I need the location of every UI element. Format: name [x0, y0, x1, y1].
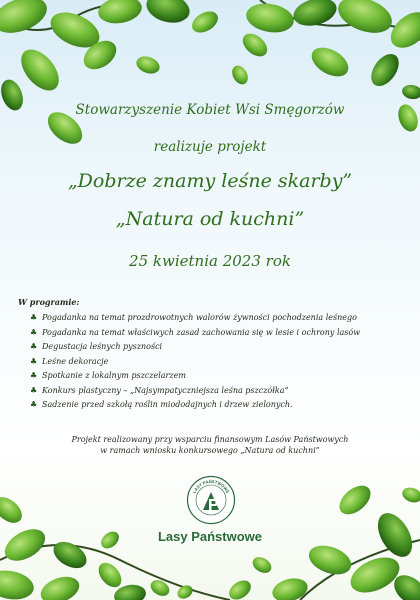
- organization-name: Stowarzyszenie Kobiet Wsi Smęgorzów: [75, 102, 345, 118]
- event-date: 25 kwietnia 2023 rok: [129, 252, 291, 270]
- project-title-1: „Dobrze znamy leśne skarby”: [67, 170, 353, 192]
- clover-bullet-icon: ♣: [30, 327, 38, 337]
- list-item: [30, 311, 413, 326]
- list-item-text: Sadzenie przed szkołą roślin miododajnych i drzew zielonych.: [42, 400, 293, 409]
- logo-name: Lasy Państwowe: [157, 529, 263, 544]
- program-list: [18, 311, 413, 413]
- list-item-text: Pogadanka na temat prozdrowotnych walorów żywności pochodzenia leśnego: [42, 313, 357, 322]
- clover-bullet-icon: ♣: [30, 342, 38, 351]
- list-item: [30, 384, 413, 399]
- list-item-text: Konkurs plastyczny – „Najsympatyczniejsza leśna pszczółka”: [42, 385, 289, 395]
- clover-bullet-icon: ♣: [30, 400, 38, 409]
- list-item: [30, 398, 413, 413]
- clover-bullet-icon: ♣: [30, 371, 38, 380]
- list-item: [30, 326, 413, 341]
- realizes-project-text: realizuje projekt: [153, 139, 267, 155]
- program-heading: W programie:: [18, 297, 80, 307]
- funding-line-1: Projekt realizowany przy wsparciu finansowym Lasów Państwowych: [71, 435, 349, 444]
- list-item: [30, 369, 413, 384]
- list-item-text: Pogadanka na temat właściwych zasad zachowania się w lesie i ochrony lasów: [42, 327, 361, 337]
- list-item: [30, 355, 413, 370]
- funding-note: [0, 434, 420, 456]
- clover-bullet-icon: ♣: [30, 356, 38, 366]
- list-item: [30, 340, 413, 355]
- lasy-panstwowe-logo: [186, 475, 236, 525]
- list-item-text: Degustacja leśnych pyszności: [42, 342, 163, 351]
- clover-bullet-icon: ♣: [30, 313, 38, 322]
- project-title-2: „Natura od kuchni”: [115, 208, 305, 230]
- clover-bullet-icon: ♣: [30, 385, 38, 395]
- list-item-text: Spotkanie z lokalnym pszczelarzem: [42, 371, 186, 380]
- logo-ring-text: LASY PAŃSTWOWE: [191, 478, 231, 495]
- funding-line-2: w ramach wniosku konkursowego „Natura od kuchni”: [100, 446, 320, 455]
- list-item-text: Leśne dekoracje: [42, 356, 109, 366]
- program-section: [18, 297, 413, 413]
